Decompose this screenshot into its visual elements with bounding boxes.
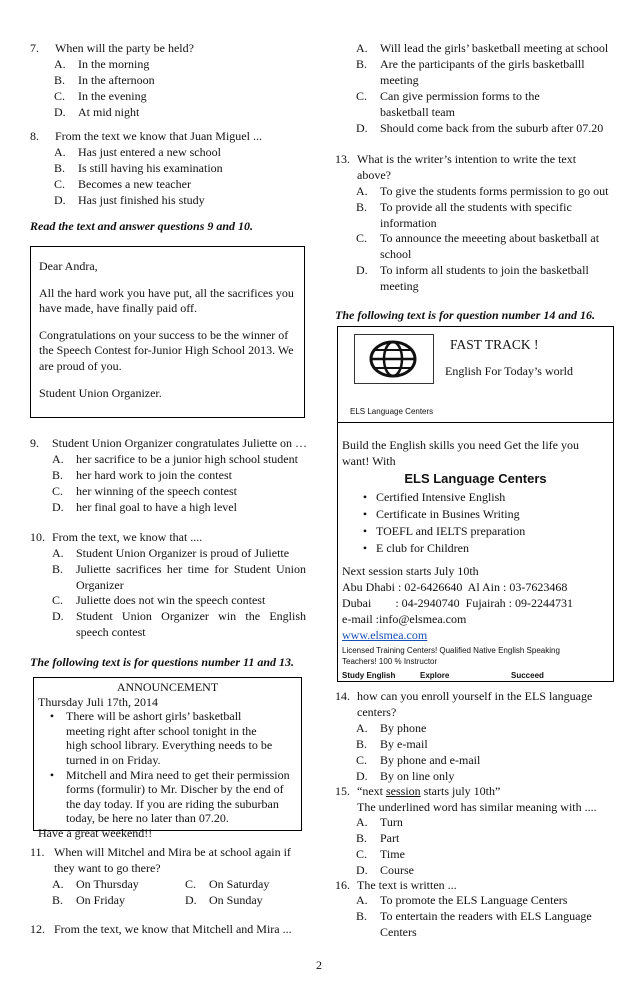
option-letter: C. (356, 847, 368, 861)
option (356, 57, 591, 88)
ad-bullet: • E club for Children (362, 541, 469, 555)
option (356, 121, 611, 137)
fine-print-line: Teachers! 100 % Instructor (342, 657, 438, 666)
question-number: 9. (30, 436, 39, 450)
question-text: When will Mitchel and Mira be at school again if they want to go there? (54, 845, 291, 875)
option-text: Will lead the girls’ basketball meeting at school (380, 41, 609, 55)
ad-next-session: Next session starts July 10th (342, 564, 479, 578)
option-letter: A. (356, 184, 368, 198)
ad-bullet: • TOEFL and IELTS preparation (362, 524, 526, 538)
announcement-date: Thursday Juli 17th, 2014 (38, 694, 158, 709)
announcement-title: ANNOUNCEMENT (116, 680, 219, 694)
option-letter: C. (356, 753, 368, 767)
option-text: Student Union Organizer win the English speech contest (76, 609, 306, 639)
section-heading: The following text is for questions number 11 and 13. (30, 655, 295, 669)
letter-greeting: Dear Andra, (39, 259, 98, 273)
option (54, 73, 155, 89)
option (356, 831, 399, 847)
option (52, 452, 298, 468)
option-letter: C. (185, 877, 197, 891)
option-letter: C. (52, 593, 64, 607)
option (54, 89, 147, 105)
option-letter: A. (54, 145, 66, 159)
option (54, 105, 139, 121)
option (54, 177, 191, 193)
globe-icon (355, 335, 433, 383)
question-number: 11. (30, 845, 45, 859)
els-advertisement (337, 326, 614, 682)
announcement-bullet: • There will be ashort girls’ basketball meeting right after school tonight in the high school library. Everything needs to be turned in on Friday. (49, 709, 273, 767)
fine-print-line: Licensed Training Centers! Qualified Native English Speaking (342, 646, 560, 655)
option (185, 893, 263, 909)
option-text: In the afternoon (78, 73, 155, 87)
question-number: 13. (335, 152, 350, 166)
option-text: To entertain the readers with ELS Language Centers (380, 909, 592, 939)
question-number: 12. (30, 922, 45, 936)
option-text: Course (380, 863, 414, 877)
question-text: “next session starts july 10th” (357, 784, 501, 798)
option-letter: D. (356, 863, 368, 877)
option-letter: A. (356, 893, 368, 907)
option-text: In the evening (78, 89, 147, 103)
question-text: When will the party be held? (55, 41, 194, 55)
option-text: On Thursday (76, 877, 139, 891)
question-9 (30, 436, 310, 452)
page-number: 2 (316, 958, 322, 972)
letter-paragraph: All the hard work you have put, all the sacrifices you have made, have finally paid off. (39, 285, 294, 316)
option-letter: C. (54, 89, 66, 103)
option-text: Juliette does not win the speech contest (76, 593, 266, 607)
option-text: To provide all the students with specific information (380, 200, 572, 230)
option-letter: D. (356, 121, 368, 135)
option-letter: A. (54, 57, 66, 71)
option (52, 609, 306, 640)
option (356, 41, 611, 57)
option-letter: D. (54, 193, 66, 207)
option (54, 161, 223, 177)
ad-tagline: English For Today’s world (445, 364, 573, 378)
option-letter: A. (52, 452, 64, 466)
ad-phone-abu-dhabi: Abu Dhabi : 02-6426640 Al Ain : 03-7623468 (342, 580, 568, 594)
question-7 (30, 41, 300, 57)
ad-phone-dubai: Dubai : 04-2940740 Fujairah : 09-2244731 (342, 596, 573, 610)
option (52, 468, 232, 484)
option (356, 863, 414, 879)
option (356, 909, 596, 940)
option (356, 184, 611, 200)
question-12 (30, 922, 310, 938)
option-text: Student Union Organizer is proud of Juliette (76, 546, 290, 560)
question-number: 15. (335, 784, 350, 798)
option (54, 145, 221, 161)
option-text: Time (380, 847, 405, 861)
option (356, 893, 611, 909)
question-14 (335, 689, 610, 720)
option-text: In the morning (78, 57, 150, 71)
option (356, 847, 405, 863)
option-text: On Friday (76, 893, 125, 907)
ad-bullet: • Certificate in Busines Writing (362, 507, 520, 521)
question-number: 14. (335, 689, 350, 703)
option-text: Becomes a new teacher (78, 177, 191, 191)
option-text: By phone (380, 721, 427, 735)
option-letter: D. (185, 893, 197, 907)
option-text: Has just finished his study (78, 193, 205, 207)
option (52, 500, 237, 516)
option-text: On Sunday (209, 893, 263, 907)
ad-footer-succeed: Succeed (511, 671, 544, 680)
option-text: At mid night (78, 105, 140, 119)
option-letter: A. (356, 721, 368, 735)
option (52, 562, 306, 593)
ad-divider (338, 422, 613, 423)
ad-fine-print (342, 645, 560, 667)
ad-email: e-mail :info@elsmea.com (342, 612, 467, 626)
option-letter: D. (52, 609, 64, 623)
option-letter: B. (52, 893, 64, 907)
option-text: To give the students forms permission to go out (380, 184, 609, 198)
question-15 (335, 784, 500, 800)
option-letter: A. (52, 877, 64, 891)
ad-brand: ELS Language Centers (404, 471, 547, 486)
option (356, 753, 480, 769)
ad-bullet: • Certified Intensive English (362, 490, 506, 504)
option-letter: B. (52, 468, 64, 482)
option-text: Turn (380, 815, 403, 829)
option-letter: C. (356, 231, 368, 245)
option-text: By on line only (380, 769, 455, 783)
announcement-closing: Have a great weekend!! (38, 825, 153, 840)
question-15-line2: The underlined word has similar meaning with .... (357, 800, 597, 814)
ad-footer-study: Study English (342, 671, 396, 680)
question-text: Student Union Organizer congratulates Juliette on … (52, 436, 308, 450)
option-letter: B. (356, 737, 368, 751)
option-text: her winning of the speech contest (76, 484, 237, 498)
option (52, 593, 306, 609)
question-8 (30, 129, 305, 145)
option-text: Juliette sacrifices her time for Student Union Organizer (76, 562, 306, 592)
question-text: how can you enroll yourself in the ELS language centers? (357, 689, 593, 719)
announcement-bullet: • Mitchell and Mira need to get their permission forms (formulir) to Mr. Discher by the end of the day today. If you are riding the suburban today, be here no later than 07.20. (49, 767, 290, 826)
option-letter: C. (356, 89, 368, 103)
globe-image (354, 334, 434, 384)
option-letter: B. (356, 200, 368, 214)
option (52, 877, 139, 893)
option-text: To announce the meeeting about basketball at school (380, 231, 600, 261)
question-text: From the text, we know that .... (52, 530, 203, 544)
option (185, 877, 269, 893)
option-letter: C. (54, 177, 66, 191)
letter-box (30, 246, 305, 418)
ad-intro: Build the English skills you need Get the life you want! With (342, 438, 579, 468)
option-text: On Saturday (209, 877, 270, 891)
question-number: 8. (30, 129, 39, 143)
option-text: Are the participants of the girls basketballl meeting (380, 57, 585, 87)
option (356, 200, 586, 231)
section-heading: Read the text and answer questions 9 and 10. (30, 219, 254, 233)
option-letter: C. (52, 484, 64, 498)
letter-paragraph: Congratulations on your success to be the winner of the Speech Contest for-Junior High School 2013. We are proud of you. (39, 327, 294, 373)
announcement-box (33, 677, 302, 840)
question-text: From the text, we know that Mitchell and Mira ... (54, 922, 292, 936)
option (356, 263, 611, 294)
option-letter: A. (52, 546, 64, 560)
option-letter: B. (54, 73, 66, 87)
option-letter: D. (356, 769, 368, 783)
question-11 (30, 845, 295, 876)
option-text: Part (380, 831, 400, 845)
option-letter: B. (356, 831, 368, 845)
option (356, 89, 591, 120)
option-text: her sacrifice to be a junior high school student (76, 452, 298, 466)
option-text: her hard work to join the contest (76, 468, 232, 482)
question-10 (30, 530, 310, 546)
option (54, 57, 149, 73)
option-letter: D. (356, 263, 368, 277)
option (356, 721, 426, 737)
option-letter: D. (52, 500, 64, 514)
question-text: What is the writer’s intention to write the text above? (357, 152, 577, 182)
option (356, 815, 403, 831)
option-text: her final goal to have a high level (76, 500, 237, 514)
option-letter: A. (356, 41, 368, 55)
option (54, 193, 205, 209)
fast-track-title: FAST TRACK ! (450, 337, 539, 352)
question-number: 7. (30, 41, 39, 55)
question-number: 16. (335, 878, 350, 892)
option-letter: B. (54, 161, 66, 175)
option-text: By e-mail (380, 737, 428, 751)
question-text: The text is written ... (357, 878, 457, 892)
option (52, 893, 125, 909)
ad-footer-explore: Explore (420, 671, 450, 680)
option (356, 231, 611, 262)
question-13 (335, 152, 595, 183)
question-16 (335, 878, 457, 894)
ad-small-brand: ELS Language Centers (350, 407, 434, 416)
option (52, 484, 237, 500)
option-text: By phone and e-mail (380, 753, 481, 767)
option-text: To promote the ELS Language Centers (380, 893, 568, 907)
option-letter: B. (52, 562, 64, 576)
letter-signature: Student Union Organizer. (39, 385, 162, 400)
option-text: Has just entered a new school (78, 145, 221, 159)
question-number: 10. (30, 530, 45, 544)
option-letter: B. (356, 909, 368, 923)
option-letter: D. (54, 105, 66, 119)
section-heading: The following text is for question number 14 and 16. (335, 308, 596, 322)
option-letter: B. (356, 57, 368, 71)
option-letter: A. (356, 815, 368, 829)
option-text: Is still having his examination (78, 161, 223, 175)
option (356, 737, 428, 753)
question-text: From the text we know that Juan Miguel ... (55, 129, 262, 143)
ad-website-link[interactable]: www.elsmea.com (342, 628, 428, 642)
option (356, 769, 454, 785)
option-text: To inform all students to join the basketball meeting (380, 263, 589, 293)
underlined-word: session (386, 784, 421, 798)
option-text: Should come back from the suburb after 07.20 (380, 121, 604, 135)
option (52, 546, 306, 562)
option-text: Can give permission forms to the basketball team (380, 89, 540, 119)
